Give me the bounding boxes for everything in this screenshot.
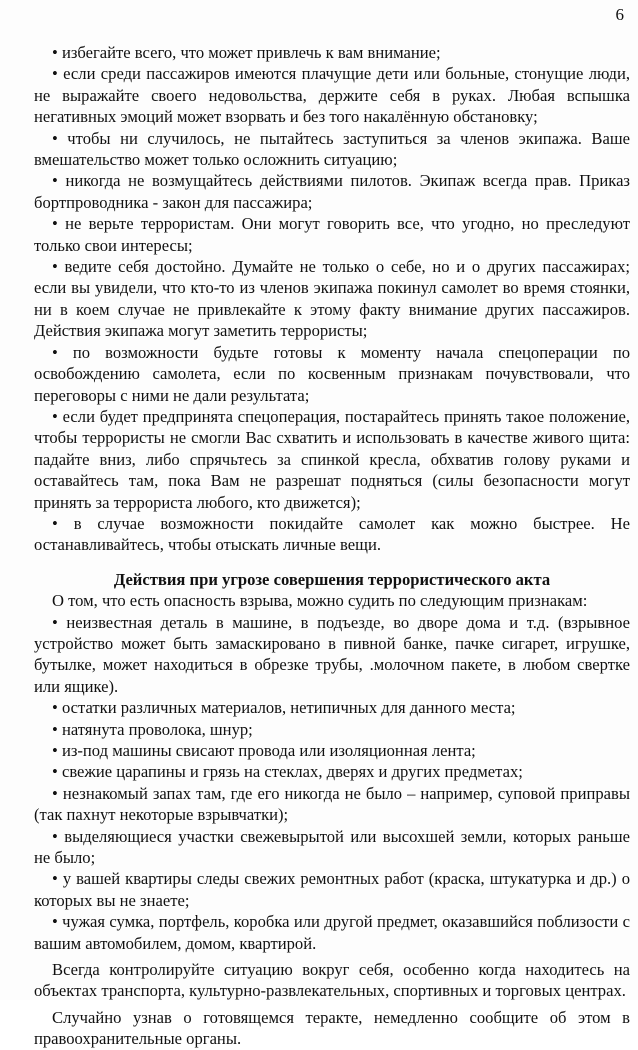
- list-item: • избегайте всего, что может привлечь к вам внимание;: [52, 43, 441, 62]
- explosion-signs-list: [34, 612, 630, 955]
- list-item: • незнакомый запах там, где его никогда не было – например, суповой приправы (так пахнут некоторые взрывчатки);: [34, 783, 630, 825]
- page-content: [34, 42, 630, 1050]
- list-item: • если среди пассажиров имеются плачущие дети или больные, стонущие люди, не выражайте своего недовольства, держите себя в руках. Любая вспышка негативных эмоций может взорвать и без того накалённую обстановку;: [34, 64, 630, 127]
- list-item: • выделяющиеся участки свежевырытой или высохшей земли, которых раньше не было;: [34, 826, 630, 868]
- closing-paragraph: Всегда контролируйте ситуацию вокруг себя, особенно когда находитесь на объектах транспорта, культурно-развлекательных, спортивных и торговых центрах.: [34, 960, 630, 1001]
- list-item: • в случае возможности покидайте самолет как можно быстрее. Не останавливайтесь, чтобы отыскать личные вещи.: [34, 513, 630, 555]
- list-item: • у вашей квартиры следы свежих ремонтных работ (краска, штукатурка и др.) о которых вы не знаете;: [34, 869, 630, 910]
- section-intro: О том, что есть опасность взрыва, можно судить по следующим признакам:: [52, 591, 588, 611]
- list-item: • ведите себя достойно. Думайте не только о себе, но и о других пассажирах; если вы увидели, что кто-то из членов экипажа покинул самолет во время стоянки, ни в коем случае не привлекайте к этому факту внимание других пассажиров. Действия экипажа могут заметить террористы;: [34, 257, 630, 341]
- closing-paragraph: Случайно узнав о готовящемся теракте, немедленно сообщите об этом в правоохранительные органы.: [34, 1007, 630, 1049]
- list-item: • чужая сумка, портфель, коробка или другой предмет, оказавшийся поблизости с вашим автомобилем, домом, квартирой.: [34, 912, 630, 953]
- section-heading: Действия при угрозе совершения террористического акта: [113, 569, 551, 589]
- list-item: • свежие царапины и грязь на стеклах, дверях и других предметах;: [52, 762, 523, 782]
- list-item: • остатки различных материалов, нетипичных для данного места;: [52, 698, 516, 718]
- list-item: • по возможности будьте готовы к моменту начала спецоперации по освобождению самолета, если по косвенным признакам почувствовали, что переговоры с ними не дали результата;: [34, 342, 630, 405]
- page-number: 6: [615, 5, 624, 24]
- airplane-hostage-rules-list: [34, 42, 630, 556]
- list-item: • чтобы ни случилось, не пытайтесь заступиться за членов экипажа. Ваше вмешательство может только осложнить ситуацию;: [34, 128, 630, 170]
- list-item: • не верьте террористам. Они могут говорить все, что угодно, но преследуют только свои интересы;: [34, 214, 630, 255]
- list-item: • натянута проволока, шнур;: [52, 719, 253, 739]
- list-item: • неизвестная деталь в машине, в подъезде, во дворе дома и т.д. (взрывное устройство может быть замаскировано в пивной банке, пачке сигарет, игрушке, бутылке, может находиться в обрезке трубы, .молочном пакете, в любом свертке или ящике).: [34, 612, 630, 696]
- list-item: • никогда не возмущайтесь действиями пилотов. Экипаж всегда прав. Приказ бортпроводника - закон для пассажира;: [34, 171, 630, 212]
- list-item: • из-под машины свисают провода или изоляционная лента;: [52, 741, 476, 760]
- list-item: • если будет предпринята спецоперация, постарайтесь принять такое положение, чтобы террористы не смогли Вас схватить и использовать в качестве живого щита: падайте вниз, либо спрячьтесь за спинкой кресла, обхватив голову руками и оставайтесь там, пока Вам не разрешат подняться (силы безопасности могут принять за террориста любого, кто движется);: [34, 406, 630, 512]
